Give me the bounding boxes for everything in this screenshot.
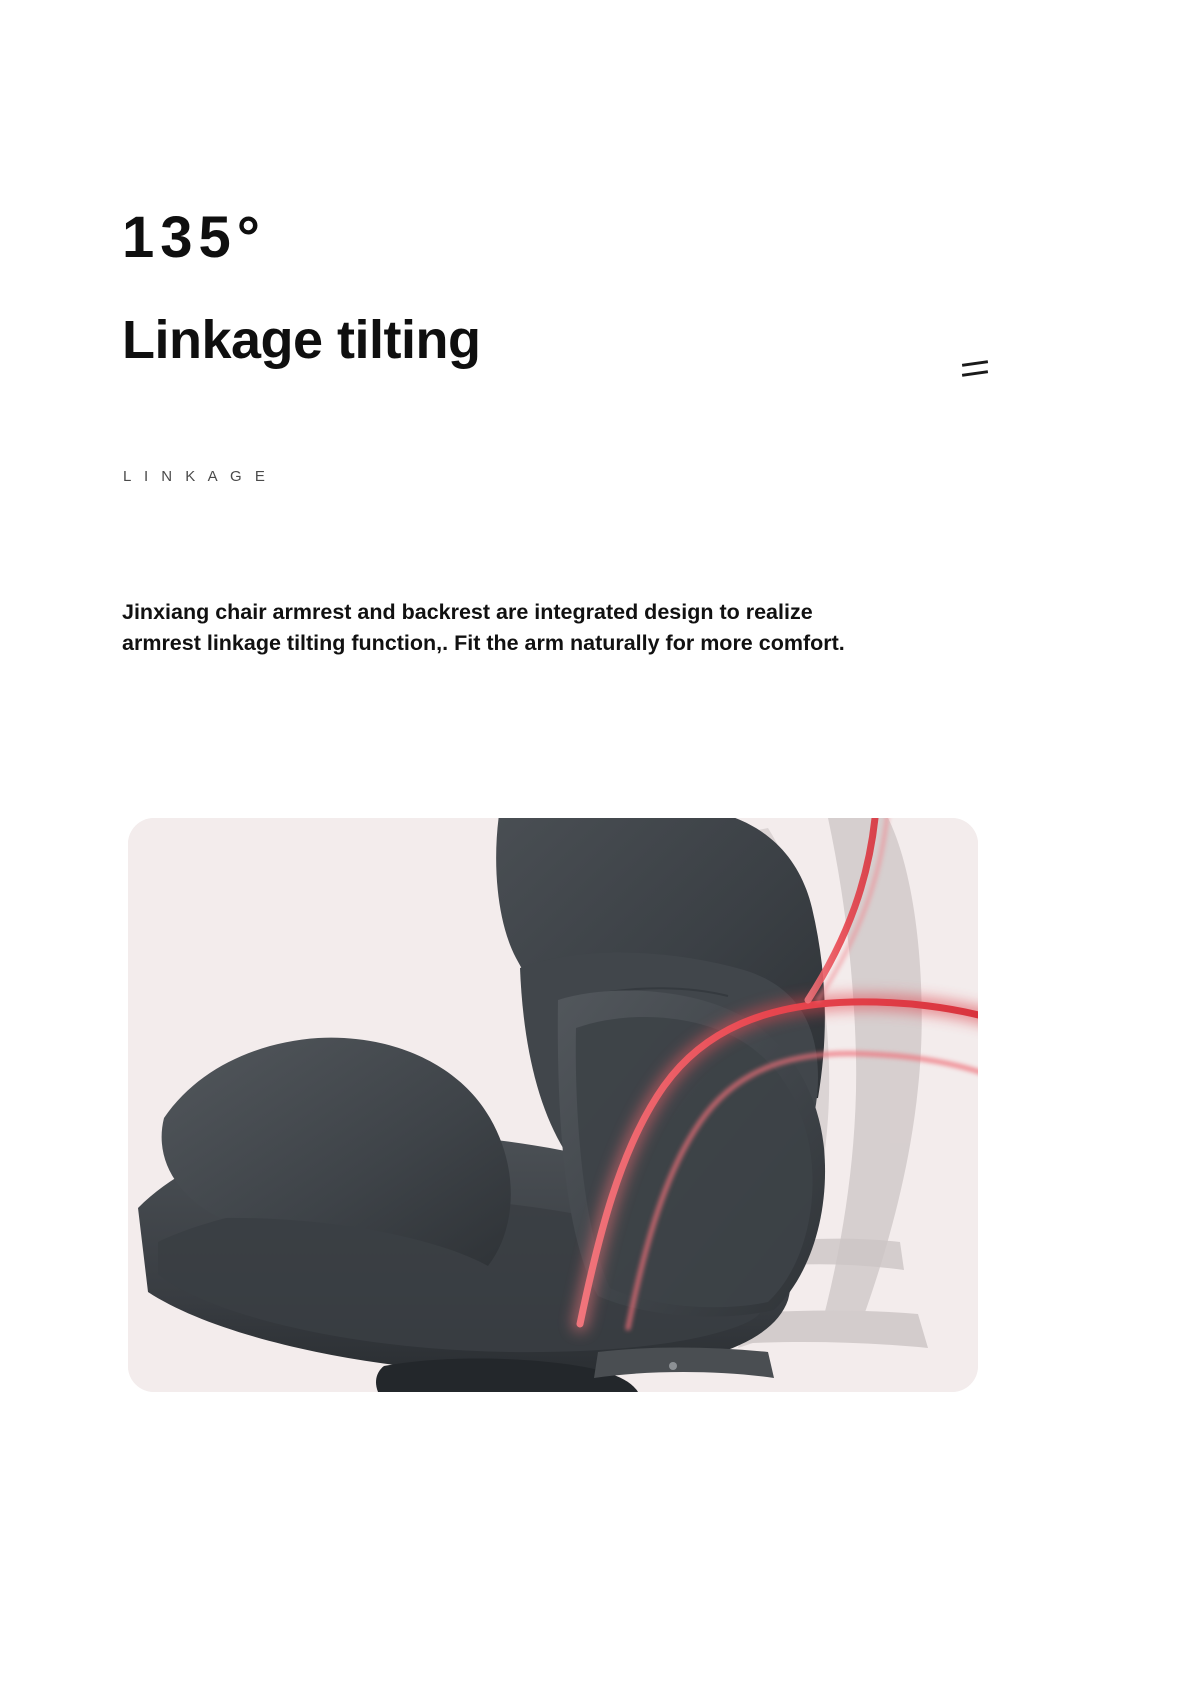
equals-mark-bar-bottom	[962, 370, 988, 377]
headline-block	[122, 205, 882, 371]
headline-main: Linkage tilting	[122, 309, 481, 370]
body-copy: Jinxiang chair armrest and backrest are integrated design to realize armrest linkage tilting function,. Fit the arm naturally for more comfort.	[122, 599, 845, 655]
equals-mark-bar-top	[962, 360, 988, 367]
product-illustration	[128, 818, 978, 1392]
section-kicker: L I N K A G E	[123, 468, 270, 485]
base-screw-icon	[669, 1362, 677, 1370]
equals-mark-icon	[958, 352, 992, 386]
headline-angle: 135°	[122, 205, 266, 270]
product-figure	[128, 818, 978, 1392]
